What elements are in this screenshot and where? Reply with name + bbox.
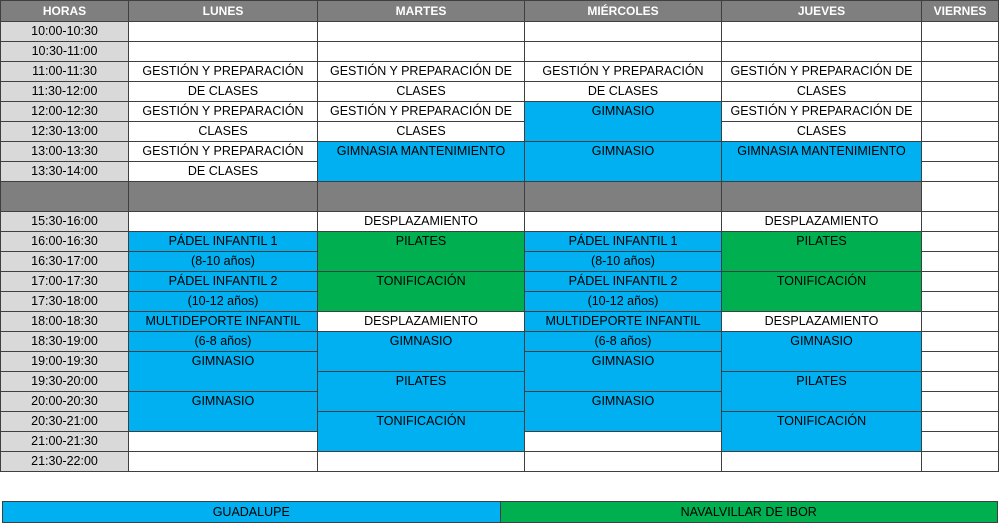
activity-cell: DE CLASES bbox=[129, 82, 318, 102]
time-cell: 13:30-14:00 bbox=[1, 162, 129, 182]
empty-cell bbox=[922, 232, 999, 252]
activity-cell-guadalupe: TONIFICACIÓN bbox=[722, 412, 922, 452]
location-legend bbox=[2, 501, 998, 523]
empty-cell bbox=[318, 42, 525, 62]
header-miercoles: MIÉRCOLES bbox=[525, 1, 722, 22]
activity-cell-guadalupe: GIMNASIO bbox=[129, 392, 318, 432]
empty-cell bbox=[922, 102, 999, 122]
time-cell: 21:00-21:30 bbox=[1, 432, 129, 452]
activity-cell-guadalupe: GIMNASIA MANTENIMIENTO bbox=[318, 142, 525, 182]
activity-cell-guadalupe: (8-10 años) bbox=[525, 252, 722, 272]
time-cell: 17:30-18:00 bbox=[1, 292, 129, 312]
activity-cell-guadalupe: GIMNASIO bbox=[129, 352, 318, 392]
header-jueves: JUEVES bbox=[722, 1, 922, 22]
empty-cell bbox=[922, 452, 999, 472]
empty-cell bbox=[722, 22, 922, 42]
table-row bbox=[1, 212, 999, 232]
activity-cell-guadalupe: PILATES bbox=[722, 372, 922, 412]
time-cell: 18:30-19:00 bbox=[1, 332, 129, 352]
empty-cell bbox=[922, 352, 999, 372]
activity-cell-guadalupe: GIMNASIA MANTENIMIENTO bbox=[722, 142, 922, 182]
break-cell bbox=[722, 182, 922, 212]
table-row bbox=[1, 232, 999, 252]
activity-cell-guadalupe: GIMNASIO bbox=[525, 102, 722, 142]
legend-guadalupe: GUADALUPE bbox=[3, 502, 501, 522]
empty-cell bbox=[525, 212, 722, 232]
table-row bbox=[1, 142, 999, 162]
activity-cell-navalvillar: PILATES bbox=[722, 232, 922, 272]
activity-cell: CLASES bbox=[318, 122, 525, 142]
activity-cell: DE CLASES bbox=[525, 82, 722, 102]
activity-cell-guadalupe: TONIFICACIÓN bbox=[318, 412, 525, 452]
empty-cell bbox=[129, 42, 318, 62]
table-row bbox=[1, 452, 999, 472]
activity-cell-guadalupe: PÁDEL INFANTIL 1 bbox=[129, 232, 318, 252]
empty-cell bbox=[922, 432, 999, 452]
table-row bbox=[1, 102, 999, 122]
time-cell: 11:30-12:00 bbox=[1, 82, 129, 102]
empty-cell bbox=[922, 292, 999, 312]
empty-cell bbox=[922, 412, 999, 432]
activity-cell-guadalupe: (6-8 años) bbox=[129, 332, 318, 352]
empty-cell bbox=[525, 22, 722, 42]
empty-cell bbox=[922, 162, 999, 182]
table-row bbox=[1, 332, 999, 352]
empty-cell bbox=[129, 212, 318, 232]
empty-cell bbox=[922, 122, 999, 142]
empty-cell bbox=[525, 452, 722, 472]
header-row bbox=[1, 1, 999, 22]
empty-cell bbox=[922, 182, 999, 212]
header-lunes: LUNES bbox=[129, 1, 318, 22]
activity-cell-guadalupe: (10-12 años) bbox=[525, 292, 722, 312]
empty-cell bbox=[922, 272, 999, 292]
time-cell: 17:00-17:30 bbox=[1, 272, 129, 292]
break-cell bbox=[1, 182, 129, 212]
time-cell: 11:00-11:30 bbox=[1, 62, 129, 82]
activity-cell-navalvillar: TONIFICACIÓN bbox=[722, 272, 922, 312]
break-cell bbox=[525, 182, 722, 212]
activity-cell: CLASES bbox=[318, 82, 525, 102]
activity-cell-guadalupe: (6-8 años) bbox=[525, 332, 722, 352]
empty-cell bbox=[922, 332, 999, 352]
break-cell bbox=[318, 182, 525, 212]
activity-cell: CLASES bbox=[722, 122, 922, 142]
time-cell: 20:00-20:30 bbox=[1, 392, 129, 412]
time-cell: 19:00-19:30 bbox=[1, 352, 129, 372]
empty-cell bbox=[922, 62, 999, 82]
time-cell: 13:00-13:30 bbox=[1, 142, 129, 162]
break-cell bbox=[129, 182, 318, 212]
activity-cell-guadalupe: PÁDEL INFANTIL 2 bbox=[129, 272, 318, 292]
header-martes: MARTES bbox=[318, 1, 525, 22]
time-cell: 21:30-22:00 bbox=[1, 452, 129, 472]
activity-cell: CLASES bbox=[129, 122, 318, 142]
activity-cell: DESPLAZAMIENTO bbox=[318, 312, 525, 332]
time-cell: 12:30-13:00 bbox=[1, 122, 129, 142]
activity-cell-guadalupe: (10-12 años) bbox=[129, 292, 318, 312]
empty-cell bbox=[722, 42, 922, 62]
table-row bbox=[1, 42, 999, 62]
activity-cell-navalvillar: PILATES bbox=[318, 232, 525, 272]
activity-cell-guadalupe: GIMNASIO bbox=[722, 332, 922, 372]
header-horas: HORAS bbox=[1, 1, 129, 22]
activity-cell: DE CLASES bbox=[129, 162, 318, 182]
empty-cell bbox=[129, 22, 318, 42]
activity-cell: DESPLAZAMIENTO bbox=[722, 212, 922, 232]
activity-cell-guadalupe: PÁDEL INFANTIL 2 bbox=[525, 272, 722, 292]
table-row bbox=[1, 82, 999, 102]
time-cell: 12:00-12:30 bbox=[1, 102, 129, 122]
activity-cell-guadalupe: GIMNASIO bbox=[525, 392, 722, 432]
empty-cell bbox=[129, 432, 318, 452]
activity-cell: GESTIÓN Y PREPARACIÓN DE bbox=[722, 62, 922, 82]
activity-cell: GESTIÓN Y PREPARACIÓN bbox=[129, 62, 318, 82]
activity-cell: GESTIÓN Y PREPARACIÓN DE bbox=[318, 102, 525, 122]
empty-cell bbox=[922, 252, 999, 272]
activity-cell: GESTIÓN Y PREPARACIÓN DE bbox=[722, 102, 922, 122]
table-row bbox=[1, 62, 999, 82]
activity-cell-navalvillar: TONIFICACIÓN bbox=[318, 272, 525, 312]
activity-cell-guadalupe: MULTIDEPORTE INFANTIL bbox=[525, 312, 722, 332]
activity-cell-guadalupe: PÁDEL INFANTIL 1 bbox=[525, 232, 722, 252]
legend-navalvillar: NAVALVILLAR DE IBOR bbox=[501, 502, 998, 522]
activity-cell-guadalupe: PILATES bbox=[318, 372, 525, 412]
activity-cell: GESTIÓN Y PREPARACIÓN bbox=[129, 102, 318, 122]
break-row bbox=[1, 182, 999, 212]
time-cell: 19:30-20:00 bbox=[1, 372, 129, 392]
time-cell: 10:30-11:00 bbox=[1, 42, 129, 62]
activity-cell: CLASES bbox=[722, 82, 922, 102]
empty-cell bbox=[525, 432, 722, 452]
activity-cell: GESTIÓN Y PREPARACIÓN bbox=[525, 62, 722, 82]
empty-cell bbox=[525, 42, 722, 62]
activity-cell: DESPLAZAMIENTO bbox=[318, 212, 525, 232]
empty-cell bbox=[922, 22, 999, 42]
empty-cell bbox=[318, 22, 525, 42]
empty-cell bbox=[922, 372, 999, 392]
activity-cell-guadalupe: GIMNASIO bbox=[525, 142, 722, 182]
time-cell: 15:30-16:00 bbox=[1, 212, 129, 232]
activity-cell-guadalupe: GIMNASIO bbox=[525, 352, 722, 392]
empty-cell bbox=[922, 212, 999, 232]
table-row bbox=[1, 272, 999, 292]
time-cell: 10:00-10:30 bbox=[1, 22, 129, 42]
empty-cell bbox=[922, 142, 999, 162]
table-row bbox=[1, 22, 999, 42]
empty-cell bbox=[722, 452, 922, 472]
activity-cell-guadalupe: GIMNASIO bbox=[318, 332, 525, 372]
table-row bbox=[1, 312, 999, 332]
activity-cell-guadalupe: MULTIDEPORTE INFANTIL bbox=[129, 312, 318, 332]
time-cell: 16:00-16:30 bbox=[1, 232, 129, 252]
time-cell: 20:30-21:00 bbox=[1, 412, 129, 432]
header-viernes: VIERNES bbox=[922, 1, 999, 22]
empty-cell bbox=[922, 82, 999, 102]
empty-cell bbox=[922, 42, 999, 62]
empty-cell bbox=[922, 392, 999, 412]
activity-cell: GESTIÓN Y PREPARACIÓN DE bbox=[318, 62, 525, 82]
activity-cell: GESTIÓN Y PREPARACIÓN bbox=[129, 142, 318, 162]
empty-cell bbox=[129, 452, 318, 472]
activity-cell: DESPLAZAMIENTO bbox=[722, 312, 922, 332]
time-cell: 18:00-18:30 bbox=[1, 312, 129, 332]
table-row bbox=[1, 122, 999, 142]
activity-cell-guadalupe: (8-10 años) bbox=[129, 252, 318, 272]
empty-cell bbox=[318, 452, 525, 472]
empty-cell bbox=[922, 312, 999, 332]
time-cell: 16:30-17:00 bbox=[1, 252, 129, 272]
